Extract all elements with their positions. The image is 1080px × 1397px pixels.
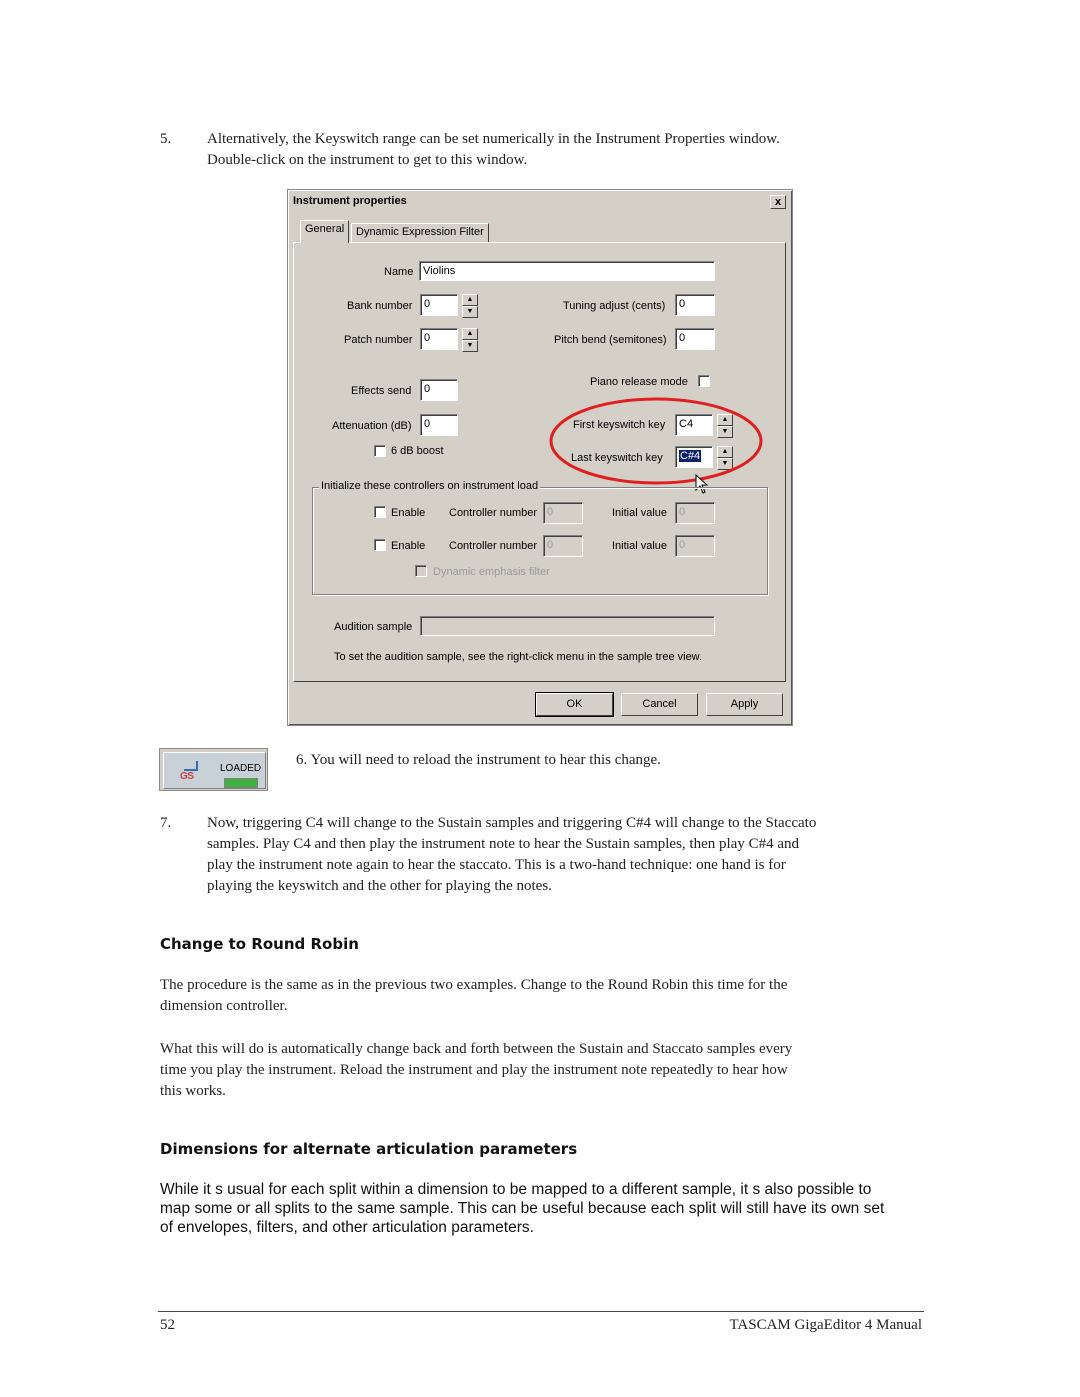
pitch-bend-label: Pitch bend (semitones) [554,334,667,346]
first-keyswitch-field[interactable]: C4 [675,414,713,436]
footer-rule [158,1311,924,1312]
step-5-number: 5. [160,131,172,147]
spin-down-icon[interactable]: ▼ [462,340,478,352]
manual-title: TASCAM GigaEditor 4 Manual [729,1317,922,1333]
round-robin-p2-line-2: time you play the instrument. Reload the instrument and play the instrument note repeatedly to hear how [160,1062,788,1078]
tuning-adjust-label: Tuning adjust (cents) [563,300,666,312]
dimensions-line-2: map some or all splits to the same sample. This can be useful because each split will still have its own set [160,1200,885,1217]
loaded-badge-face [163,752,266,789]
enable-checkbox-1[interactable] [374,506,386,518]
step-7-line-4: playing the keyswitch and the other for playing the notes. [207,878,552,894]
name-field[interactable]: Violins [419,261,715,281]
round-robin-p1-line-2: dimension controller. [160,998,288,1014]
effects-send-label: Effects send [351,385,412,397]
keyswitch-highlight [546,395,768,491]
dimensions-line-1: While it s usual for each split within a dimension to be mapped to a different sample, it s also possible to [160,1181,872,1198]
round-robin-p2-line-3: this works. [160,1083,226,1099]
ok-button[interactable]: OK [536,693,613,716]
initial-value-field-1[interactable]: 0 [675,502,715,524]
gs-arrow-icon [184,761,198,771]
spin-up-icon[interactable]: ▲ [462,294,478,306]
spin-down-icon[interactable]: ▼ [717,458,733,470]
bank-number-label: Bank number [347,300,413,312]
patch-number-field[interactable]: 0 [420,328,458,350]
effects-send-field[interactable]: 0 [420,379,458,401]
patch-number-spinner[interactable] [462,328,478,352]
enable-checkbox-2[interactable] [374,539,386,551]
controller-number-field-2[interactable]: 0 [543,535,583,557]
instrument-properties-dialog [287,189,793,726]
enable-label-1: Enable [391,507,426,519]
spin-up-icon[interactable]: ▲ [717,446,733,458]
piano-release-checkbox[interactable] [698,375,710,387]
audition-hint: To set the audition sample, see the right-click menu in the sample tree view. [334,651,703,663]
step-5-line-2: Double-click on the instrument to get to this window. [207,152,528,168]
initial-value-label-2: Initial value [612,540,668,552]
step-7-number: 7. [160,815,172,831]
step-5-line-1: Alternatively, the Keyswitch range can be set numerically in the Instrument Properties window. [207,131,780,147]
step-7-line-1: Now, triggering C4 will change to the Sustain samples and triggering C#4 will change to the Staccato [207,815,817,831]
first-keyswitch-label: First keyswitch key [573,419,666,431]
loaded-badge [159,748,268,791]
attenuation-field[interactable]: 0 [420,414,458,436]
audition-sample-field[interactable] [420,616,715,636]
boost-label: 6 dB boost [391,445,444,457]
initial-value-label-1: Initial value [612,507,668,519]
page-number: 52 [160,1317,175,1333]
spin-up-icon[interactable]: ▲ [717,414,733,426]
gs-logo: GS [180,771,194,782]
name-label: Name [384,266,414,278]
heading-dimensions: Dimensions for alternate articulation parameters [160,1140,578,1158]
loaded-indicator [224,778,258,788]
spin-down-icon[interactable]: ▼ [717,426,733,438]
controller-number-label-2: Controller number [449,540,538,552]
attenuation-label: Attenuation (dB) [332,420,412,432]
close-icon[interactable]: x [770,195,786,209]
pitch-bend-field[interactable]: 0 [675,328,715,350]
spin-up-icon[interactable]: ▲ [462,328,478,340]
enable-label-2: Enable [391,540,426,552]
highlight-ellipse [551,399,761,483]
last-keyswitch-label: Last keyswitch key [571,452,663,464]
step-7-line-2: samples. Play C4 and then play the instrument note to hear the Sustain samples, then play C#4 and [207,836,799,852]
controllers-group-label: Initialize these controllers on instrument load [321,480,539,492]
audition-sample-label: Audition sample [334,621,413,633]
dynamic-emphasis-checkbox[interactable] [415,565,427,577]
bank-number-field[interactable]: 0 [420,294,458,316]
cancel-button[interactable]: Cancel [621,693,698,716]
piano-release-label: Piano release mode [590,376,688,388]
loaded-label: LOADED [220,763,262,774]
initial-value-field-2[interactable]: 0 [675,535,715,557]
apply-button[interactable]: Apply [706,693,783,716]
dimensions-line-3: of envelopes, filters, and other articulation parameters. [160,1219,534,1236]
dialog-titlebar [290,192,790,210]
boost-checkbox[interactable] [374,445,386,457]
tuning-adjust-field[interactable]: 0 [675,294,715,316]
controller-number-label-1: Controller number [449,507,538,519]
controller-number-field-1[interactable]: 0 [543,502,583,524]
dynamic-emphasis-label: Dynamic emphasis filter [433,566,550,578]
dialog-title: Instrument properties [293,195,407,207]
heading-round-robin: Change to Round Robin [160,935,359,953]
step-6: 6. You will need to reload the instrument to hear this change. [296,752,661,768]
last-keyswitch-selection: C#4 [680,450,701,462]
step-7-line-3: play the instrument note again to hear the staccato. This is a two-hand technique: one hand is for [207,857,786,873]
round-robin-p2-line-1: What this will do is automatically change back and forth between the Sustain and Staccato samples every [160,1041,793,1057]
round-robin-p1-line-1: The procedure is the same as in the previous two examples. Change to the Round Robin this time for the [160,977,788,993]
tab-dynamic-expression-filter[interactable]: Dynamic Expression Filter [351,223,489,242]
bank-number-spinner[interactable] [462,294,478,318]
patch-number-label: Patch number [344,334,413,346]
spin-down-icon[interactable]: ▼ [462,306,478,318]
tab-general[interactable]: General [300,220,349,243]
